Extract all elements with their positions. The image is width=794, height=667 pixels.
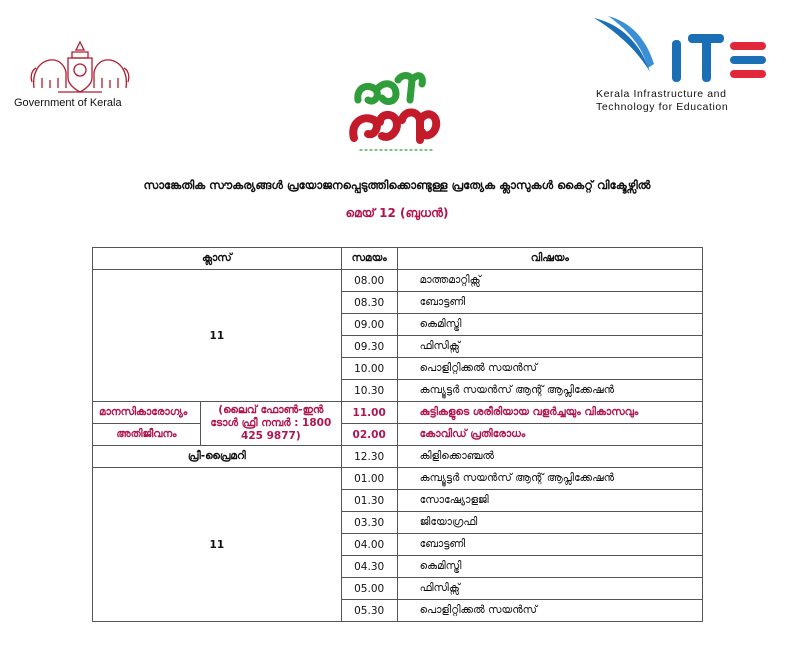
special-label-mental-health: മാനസികാരോഗ്യം bbox=[93, 402, 201, 424]
subject-cell: ബോട്ടണി bbox=[397, 292, 702, 314]
header-subject: വിഷയം bbox=[397, 248, 702, 270]
time-cell: 10.00 bbox=[341, 358, 397, 380]
class-cell: 11 bbox=[93, 270, 342, 402]
first-bell-logo-icon bbox=[340, 70, 450, 162]
subject-cell: കോവിഡ് പ്രതിരോധം bbox=[397, 424, 702, 446]
subject-cell: ജിയോഗ്രഫി bbox=[397, 512, 702, 534]
time-cell: 10.30 bbox=[341, 380, 397, 402]
time-cell: 05.00 bbox=[341, 578, 397, 600]
subject-cell: പൊളിറ്റിക്കൽ സയൻസ് bbox=[397, 600, 702, 622]
subject-cell: സോഷ്യോളജി bbox=[397, 490, 702, 512]
subject-cell: ബോട്ടണി bbox=[397, 534, 702, 556]
kite-logo-icon bbox=[590, 12, 770, 87]
time-cell: 12.30 bbox=[341, 446, 397, 468]
schedule-table bbox=[92, 247, 703, 622]
time-cell: 04.30 bbox=[341, 556, 397, 578]
table-row bbox=[93, 402, 703, 424]
subject-cell: ഫിസിക്സ് bbox=[397, 336, 702, 358]
table-header-row bbox=[93, 248, 703, 270]
time-cell: 02.00 bbox=[341, 424, 397, 446]
subject-cell: പൊളിറ്റിക്കൽ സയൻസ് bbox=[397, 358, 702, 380]
subject-cell: ഫിസിക്സ് bbox=[397, 578, 702, 600]
header-class: ക്ലാസ് bbox=[93, 248, 342, 270]
table-row bbox=[93, 270, 703, 292]
kite-label-line2: Technology for Education bbox=[596, 101, 729, 113]
time-cell: 08.00 bbox=[341, 270, 397, 292]
time-cell: 05.30 bbox=[341, 600, 397, 622]
time-cell: 03.30 bbox=[341, 512, 397, 534]
subject-cell: കുട്ടികളുടെ ശരീരിയായ വളർച്ചയും വികാസവും bbox=[397, 402, 702, 424]
class-cell: 11 bbox=[93, 468, 342, 622]
subject-cell: കെമിസ്ട്രി bbox=[397, 556, 702, 578]
government-of-kerala-label: Government of Kerala bbox=[14, 97, 122, 109]
header-time: സമയം bbox=[341, 248, 397, 270]
table-row bbox=[93, 424, 703, 446]
subject-cell: കമ്പ്യൂട്ടർ സയൻസ് ആന്റ് ആപ്ലിക്കേഷൻ bbox=[397, 468, 702, 490]
subject-cell: കമ്പ്യൂട്ടർ സയൻസ് ആന്റ് ആപ്ലിക്കേഷൻ bbox=[397, 380, 702, 402]
page-title: സാങ്കേതിക സൗകര്യങ്ങൾ പ്രയോജനപ്പെടുത്തിക്കൊണ്ടുള്ള പ്രത്യേക ക്ലാസുകൾ കൈറ്റ് വിക്ടേഴ്സിൽ bbox=[143, 178, 651, 192]
time-cell: 01.30 bbox=[341, 490, 397, 512]
class-cell: പ്രീ-പ്രൈമറി bbox=[93, 446, 342, 468]
kite-label-line1: Kerala Infrastructure and bbox=[596, 88, 727, 100]
phone-in-cell: (ലൈവ് ഫോൺ-ഇൻ ടോൾ ഫ്രീ നമ്പർ : 1800 425 9877) bbox=[200, 402, 341, 446]
time-cell: 01.00 bbox=[341, 468, 397, 490]
table-row bbox=[93, 446, 703, 468]
schedule-date: മെയ് 12 (ബുധൻ) bbox=[345, 206, 449, 220]
kerala-emblem-icon bbox=[28, 38, 132, 96]
time-cell: 08.30 bbox=[341, 292, 397, 314]
time-cell: 11.00 bbox=[341, 402, 397, 424]
time-cell: 04.00 bbox=[341, 534, 397, 556]
subject-cell: കെമിസ്ട്രി bbox=[397, 314, 702, 336]
subject-cell: മാത്തമാറ്റിക്സ് bbox=[397, 270, 702, 292]
table-row bbox=[93, 468, 703, 490]
time-cell: 09.30 bbox=[341, 336, 397, 358]
special-label-survival: അതിജീവനം bbox=[93, 424, 201, 446]
subject-cell: കിളിക്കൊഞ്ചൽ bbox=[397, 446, 702, 468]
time-cell: 09.00 bbox=[341, 314, 397, 336]
